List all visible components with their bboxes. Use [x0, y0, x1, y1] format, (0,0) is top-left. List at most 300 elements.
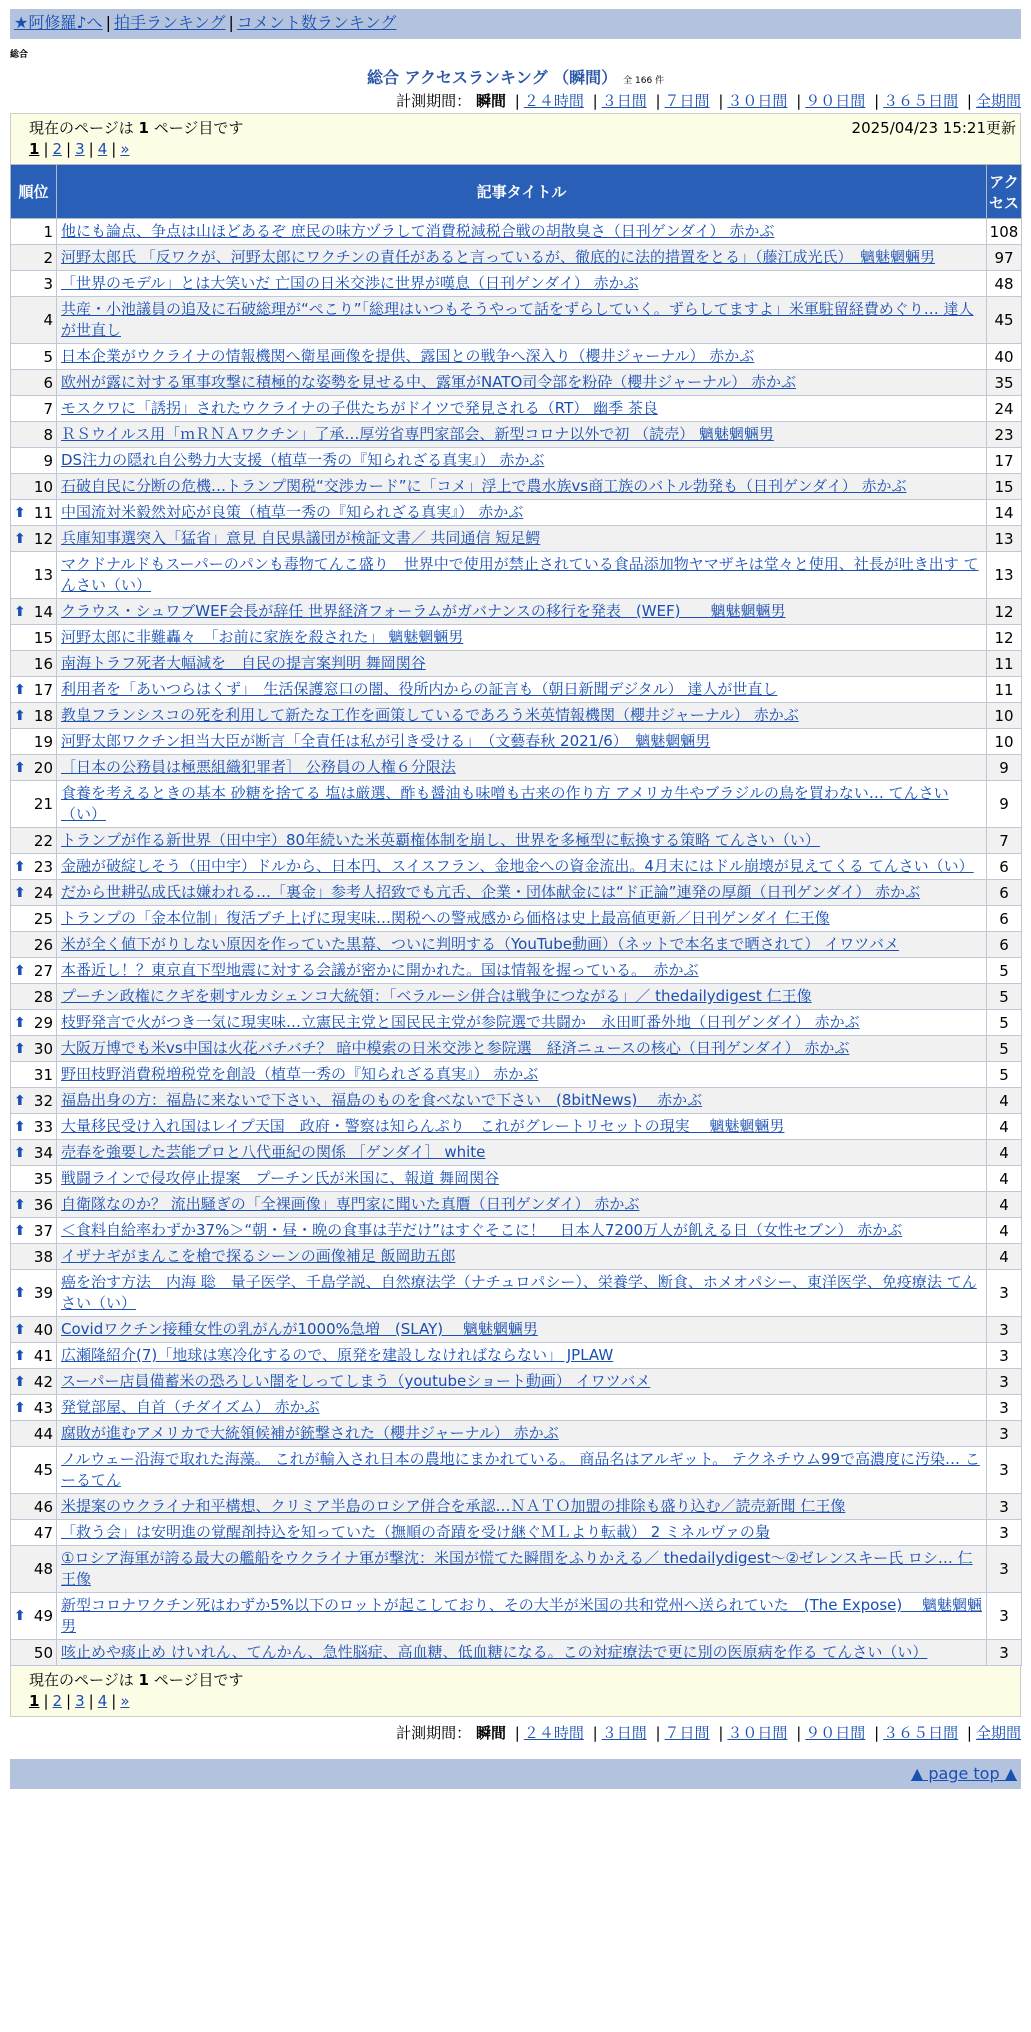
article-title-link[interactable]: 新型コロナワクチン死はわずか5%以下のロットが起こしており、その大半が米国の共和党州へ送られていた (The Expose) 魑魅魍魎男	[61, 1596, 982, 1635]
up-arrow-icon: ⬆	[14, 1399, 26, 1416]
title-cell	[57, 828, 987, 854]
access-count: 5	[987, 984, 1022, 1010]
article-title-link[interactable]: 欧州が露に対する軍事攻撃に積極的な姿勢を見せる中、露軍がNATO司令部を粉砕（櫻井ジャーナル） 赤かぶ	[61, 373, 797, 391]
rank-cell	[11, 1317, 57, 1343]
pager-current: 1	[29, 1692, 40, 1710]
article-title-link[interactable]: 石破自民に分断の危機…トランプ関税“交渉カード”に「コメ」浮上で農水族vs商工族のバトル勃発も（日刊ゲンダイ） 赤かぶ	[61, 477, 907, 495]
article-title-link[interactable]: 日本企業がウクライナの情報機関へ衛星画像を提供、露国との戦争へ深入り（櫻井ジャーナル） 赤かぶ	[61, 347, 755, 365]
rank-number: 14	[33, 602, 53, 621]
rank-cell	[11, 1640, 57, 1666]
title-cell	[57, 703, 987, 729]
period-365d[interactable]: ３６５日間	[883, 92, 959, 110]
title-cell	[57, 1036, 987, 1062]
title-cell	[57, 297, 987, 344]
rank-cell	[11, 474, 57, 500]
up-arrow-icon: ⬆	[14, 962, 26, 979]
article-title-link[interactable]: 米提案のウクライナ和平構想、クリミア半島のロシア併合を承認…ＮＡＴＯ加盟の排除も盛り込む／読売新聞 仁王像	[61, 1497, 846, 1515]
title-cell	[57, 729, 987, 755]
rank-cell	[11, 625, 57, 651]
comment-ranking-link[interactable]: コメント数ランキング	[236, 13, 397, 32]
access-count: 35	[987, 370, 1022, 396]
article-title-link[interactable]: 本番近し！？東京直下型地震に対する会議が密かに開かれた。国は情報を握っている。 赤かぶ	[61, 961, 699, 979]
table-row	[11, 474, 1022, 500]
access-count: 7	[987, 828, 1022, 854]
access-count: 3	[987, 1395, 1022, 1421]
title-cell	[57, 1546, 987, 1593]
title-cell	[57, 651, 987, 677]
title-cell	[57, 1593, 987, 1640]
article-title-link[interactable]: DS注力の隠れ自公勢力大支援（植草一秀の『知られざる真実』） 赤かぶ	[61, 451, 545, 469]
rank-cell	[11, 219, 57, 245]
article-title-link[interactable]: 金融が破綻しそう（田中宇）ドルから、日本円、スイスフラン、金地金への資金流出。4月末にはドル崩壊が見えてくる てんさい（い）	[61, 857, 974, 875]
current-page-text-bottom: 現在のページは 1 ページ目です	[29, 1671, 244, 1689]
article-title-link[interactable]: ＜食料自給率わずか37%＞“朝・昼・晩の食事は芋だけ”はすぐそこに！ 日本人7200万人が飢える日（女性セブン） 赤かぶ	[61, 1221, 903, 1239]
access-count: 5	[987, 1062, 1022, 1088]
rank-cell	[11, 854, 57, 880]
article-title-link[interactable]: 食養を考えるときの基本 砂糖を捨てる 塩は厳選、酢も醤油も味噌も古来の作り方 アメリカ牛やブラジルの鳥を買わない… てんさい（い）	[61, 784, 949, 823]
rank-cell	[11, 677, 57, 703]
period-24h[interactable]: ２４時間	[523, 1724, 584, 1742]
rank-cell	[11, 370, 57, 396]
section-label: 総合	[10, 50, 29, 60]
article-title-link[interactable]: 福島出身の方：福島に来ないで下さい、福島のものを食べないで下さい (8bitNews) 赤かぶ	[61, 1091, 703, 1109]
period-7d[interactable]: ７日間	[664, 92, 710, 110]
page-title: 総合 アクセスランキング （瞬間）	[366, 68, 618, 87]
period-24h[interactable]: ２４時間	[523, 92, 584, 110]
title-cell	[57, 1244, 987, 1270]
pager-page-2[interactable]: 2	[52, 1692, 63, 1710]
rank-number: 15	[33, 628, 53, 647]
rank-number: 23	[33, 857, 53, 876]
table-row	[11, 1395, 1022, 1421]
access-count: 3	[987, 1520, 1022, 1546]
rank-number: 9	[43, 451, 53, 470]
rank-number: 16	[33, 654, 53, 673]
table-row	[11, 625, 1022, 651]
table-row	[11, 677, 1022, 703]
pager-top: 1 | 2 | 3 | 4 | »	[29, 140, 130, 158]
period-label: 計測期間：	[396, 92, 472, 110]
access-count: 10	[987, 703, 1022, 729]
table-row	[11, 599, 1022, 625]
period-3d[interactable]: ３日間	[601, 1724, 647, 1742]
rank-cell	[11, 396, 57, 422]
table-row	[11, 1088, 1022, 1114]
page	[10, 0, 1021, 1789]
rank-number: 2	[43, 248, 53, 267]
access-count: 4	[987, 1244, 1022, 1270]
rank-cell	[11, 1036, 57, 1062]
access-count: 3	[987, 1640, 1022, 1666]
rank-number: 29	[33, 1013, 53, 1032]
article-title-link[interactable]: 大量移民受け入れ国はレイプ天国 政府・警察は知らんぷり これがグレートリセットの現実 魑魅魍魎男	[61, 1117, 785, 1135]
rank-cell	[11, 1494, 57, 1520]
pager-bottom: 1 | 2 | 3 | 4 | »	[29, 1692, 130, 1710]
period-current: 瞬間	[475, 1724, 506, 1742]
rank-number: 33	[33, 1117, 53, 1136]
access-count: 24	[987, 396, 1022, 422]
rank-number: 39	[33, 1284, 53, 1302]
article-title-link[interactable]: ［日本の公務員は極悪組織犯罪者］ 公務員の人権６分限法	[61, 758, 456, 776]
rank-number: 48	[33, 1560, 53, 1578]
rank-cell	[11, 1062, 57, 1088]
pager-page-4[interactable]: 4	[97, 1692, 108, 1710]
article-title-link[interactable]: ①ロシア海軍が誇る最大の艦船をウクライナ軍が撃沈：米国が慌てた瞬間をふりかえる／ thedailydigest～②ゼレンスキー氏 ロシ… 仁王像	[61, 1549, 973, 1588]
article-title-link[interactable]: 兵庫知事選突入「猛省」意見 自民県議団が検証文書／ 共同通信 短足鰐	[61, 529, 541, 547]
access-count: 3	[987, 1343, 1022, 1369]
rank-number: 44	[33, 1424, 53, 1443]
access-count: 13	[987, 526, 1022, 552]
up-arrow-icon: ⬆	[14, 1092, 26, 1109]
access-count: 4	[987, 1088, 1022, 1114]
access-count: 3	[987, 1421, 1022, 1447]
article-title-link[interactable]: Covidワクチン接種女性の乳がんが1000%急増 (SLAY) 魑魅魍魎男	[61, 1320, 538, 1338]
article-title-link[interactable]: イザナギがまんこを槍で探るシーンの画像補足 飯岡助五郎	[61, 1247, 456, 1265]
updated-timestamp: 2025/04/23 15:21更新	[851, 119, 1016, 137]
article-title-link[interactable]: トランプの「金本位制」復活ブチ上げに現実味…関税への警戒感から価格は史上最高値更新／日刊ゲンダイ 仁王像	[61, 909, 830, 927]
rank-number: 35	[33, 1169, 53, 1188]
page-top-link[interactable]: ▲ page top ▲	[910, 1764, 1017, 1783]
table-row	[11, 958, 1022, 984]
total-count: 全 166 件	[623, 76, 665, 86]
table-row	[11, 854, 1022, 880]
period-all[interactable]: 全期間	[975, 1724, 1021, 1742]
rank-number: 27	[33, 961, 53, 980]
article-title-link[interactable]: トランプが作る新世界（田中宇）80年続いた米英覇権体制を崩し、世界を多極型に転換する策略 てんさい（い）	[61, 831, 820, 849]
rank-cell	[11, 500, 57, 526]
rank-cell	[11, 297, 57, 344]
rank-number: 32	[33, 1091, 53, 1110]
title-cell	[57, 1140, 987, 1166]
title-cell	[57, 500, 987, 526]
table-row	[11, 1218, 1022, 1244]
article-title-link[interactable]: 中国流対米毅然対応が良策（植草一秀の『知られざる真実』） 赤かぶ	[61, 503, 524, 521]
article-title-link[interactable]: 戦闘ラインで侵攻停止提案 プーチン氏が米国に、報道 舞岡関谷	[61, 1169, 500, 1187]
table-row	[11, 245, 1022, 271]
title-cell	[57, 396, 987, 422]
access-count: 13	[987, 552, 1022, 599]
article-title-link[interactable]: 癌を治す方法 内海 聡 量子医学、千島学説、自然療法学（ナチュロパシー）、栄養学、断食、ホメオパシー、東洋医学、免疫療法 てんさい（い）	[61, 1273, 977, 1312]
top-nav-bar: ★阿修羅♪へ | 拍手ランキング | コメント数ランキング	[10, 9, 1021, 39]
access-count: 3	[987, 1593, 1022, 1640]
title-cell	[57, 781, 987, 828]
title-cell	[57, 1218, 987, 1244]
article-title-link[interactable]: 咳止めや痰止め けいれん、てんかん、急性脳症、高血糖、低血糖になる。この対症療法で更に別の医原病を作る てんさい（い）	[61, 1643, 928, 1661]
table-row	[11, 552, 1022, 599]
pager-page-4[interactable]: 4	[97, 140, 108, 158]
access-count: 4	[987, 1192, 1022, 1218]
col-title-header: 記事タイトル	[57, 165, 987, 219]
table-row	[11, 1640, 1022, 1666]
table-row	[11, 781, 1022, 828]
rank-cell	[11, 1546, 57, 1593]
article-title-link[interactable]: ノルウェー沿海で取れた海藻。 これが輸入され日本の農地にまかれている。 商品名はアルギット。 テクネチウム99で高濃度に汚染… こーるてん	[61, 1450, 980, 1489]
rank-cell	[11, 599, 57, 625]
rank-number: 26	[33, 935, 53, 954]
table-row	[11, 729, 1022, 755]
title-cell	[57, 1062, 987, 1088]
article-title-link[interactable]: 利用者を「あいつらはくず」 生活保護窓口の闇、役所内からの証言も（朝日新聞デジタル） 達人が世直し	[61, 680, 778, 698]
table-row	[11, 1062, 1022, 1088]
access-count: 6	[987, 880, 1022, 906]
table-row	[11, 1140, 1022, 1166]
access-count: 4	[987, 1140, 1022, 1166]
rank-number: 37	[33, 1221, 53, 1240]
pager-page-2[interactable]: 2	[52, 140, 63, 158]
title-cell	[57, 526, 987, 552]
home-link[interactable]: ★阿修羅♪へ	[14, 13, 103, 32]
table-row	[11, 1036, 1022, 1062]
pager-page-3[interactable]: 3	[75, 140, 85, 158]
rank-number: 24	[33, 883, 53, 902]
rank-number: 38	[33, 1247, 53, 1266]
article-title-link[interactable]: 枝野発言で火がつき一気に現実味…立憲民主党と国民民主党が参院選で共闘か 永田町番外地（日刊ゲンダイ） 赤かぶ	[61, 1013, 860, 1031]
access-count: 10	[987, 729, 1022, 755]
period-30d[interactable]: ３０日間	[727, 1724, 788, 1742]
article-title-link[interactable]: だから世耕弘成氏は嫌われる…「裏金」参考人招致でも亢舌、企業・団体献金には“ド正論”連発の厚顔（日刊ゲンダイ） 赤かぶ	[61, 883, 921, 901]
title-cell	[57, 1114, 987, 1140]
article-title-link[interactable]: プーチン政権にクギを刺すルカシェンコ大統領：「ベラルーシ併合は戦争につながる」／ thedailydigest 仁王像	[61, 987, 812, 1005]
access-count: 17	[987, 448, 1022, 474]
rank-cell	[11, 703, 57, 729]
up-arrow-icon: ⬆	[14, 1118, 26, 1135]
table-row	[11, 755, 1022, 781]
up-arrow-icon: ⬆	[14, 530, 26, 547]
table-row	[11, 219, 1022, 245]
rank-number: 49	[33, 1607, 53, 1625]
rank-cell	[11, 651, 57, 677]
rank-number: 20	[33, 758, 53, 777]
up-arrow-icon: ⬆	[14, 1144, 26, 1161]
period-90d[interactable]: ９０日間	[805, 1724, 866, 1742]
table-row	[11, 422, 1022, 448]
period-all[interactable]: 全期間	[975, 92, 1021, 110]
table-row	[11, 1010, 1022, 1036]
access-count: 48	[987, 271, 1022, 297]
up-arrow-icon: ⬆	[14, 681, 26, 698]
rank-cell	[11, 526, 57, 552]
access-count: 6	[987, 906, 1022, 932]
article-title-link[interactable]: 南海トラフ死者大幅減を 自民の提言案判明 舞岡関谷	[61, 654, 426, 672]
table-row	[11, 370, 1022, 396]
table-row	[11, 1114, 1022, 1140]
table-row	[11, 1317, 1022, 1343]
article-title-link[interactable]: 米が全く値下がりしない原因を作っていた黒幕、ついに判明する（YouTube動画）（ネットで本名まで晒されて） イワツバメ	[61, 935, 899, 953]
rank-cell	[11, 958, 57, 984]
title-cell	[57, 1317, 987, 1343]
table-row	[11, 880, 1022, 906]
title-cell	[57, 625, 987, 651]
title-cell	[57, 1192, 987, 1218]
rank-number: 31	[33, 1065, 53, 1084]
title-cell	[57, 984, 987, 1010]
title-cell	[57, 880, 987, 906]
access-count: 3	[987, 1270, 1022, 1317]
rank-number: 8	[43, 425, 53, 444]
access-count: 9	[987, 755, 1022, 781]
rank-cell	[11, 1343, 57, 1369]
rank-cell	[11, 1421, 57, 1447]
rank-cell	[11, 344, 57, 370]
up-arrow-icon: ⬆	[14, 603, 26, 620]
title-cell	[57, 1369, 987, 1395]
period-90d[interactable]: ９０日間	[805, 92, 866, 110]
article-title-link[interactable]: 「世界のモデル」とは大笑いだ 亡国の日米交渉に世界が嘆息（日刊ゲンダイ） 赤かぶ	[61, 274, 639, 292]
pager-next[interactable]: »	[120, 140, 130, 158]
rank-cell	[11, 422, 57, 448]
rank-cell	[11, 1218, 57, 1244]
rank-cell	[11, 448, 57, 474]
article-title-link[interactable]: 教皇フランシスコの死を利用して新たな工作を画策しているであろう米英情報機関（櫻井ジャーナル） 赤かぶ	[61, 706, 799, 724]
title-cell	[57, 677, 987, 703]
article-title-link[interactable]: 河野太郎に非難轟々 「お前に家族を殺された」 魑魅魍魎男	[61, 628, 464, 646]
period-selector-bottom: 計測期間： 瞬間 | ２４時間 | ３日間 | ７日間 | ３０日間 | ９０日間 | ３６５日間 | 全期間	[396, 1724, 1021, 1742]
pager-page-3[interactable]: 3	[75, 1692, 85, 1710]
up-arrow-icon: ⬆	[14, 884, 26, 901]
rank-cell	[11, 1166, 57, 1192]
rank-number: 30	[33, 1039, 53, 1058]
title-cell	[57, 271, 987, 297]
up-arrow-icon: ⬆	[14, 707, 26, 724]
rank-cell	[11, 729, 57, 755]
access-count: 5	[987, 958, 1022, 984]
rank-number: 45	[33, 1461, 53, 1479]
title-cell	[57, 219, 987, 245]
article-title-link[interactable]: マクドナルドもスーパーのパンも毒物てんこ盛り 世界中で使用が禁止されている食品添加物ヤマザキは堂々と使用、社長が吐き出す てんさい（い）	[61, 555, 979, 594]
table-row	[11, 906, 1022, 932]
rank-cell	[11, 755, 57, 781]
up-arrow-icon: ⬆	[14, 759, 26, 776]
table-row	[11, 828, 1022, 854]
article-title-link[interactable]: 売春を強要した芸能プロと八代亜紀の関係 ［ゲンダイ］ white	[61, 1143, 486, 1161]
table-row	[11, 703, 1022, 729]
title-cell	[57, 1421, 987, 1447]
rank-number: 36	[33, 1195, 53, 1214]
table-row	[11, 396, 1022, 422]
table-row	[11, 984, 1022, 1010]
table-row	[11, 1369, 1022, 1395]
col-access-header: アクセス	[987, 165, 1022, 219]
applause-ranking-link[interactable]: 拍手ランキング	[113, 13, 226, 32]
up-arrow-icon: ⬆	[14, 1347, 26, 1364]
article-title-link[interactable]: 腐敗が進むアメリカで大統領候補が銃撃された（櫻井ジャーナル） 赤かぶ	[61, 1424, 559, 1442]
access-count: 108	[987, 219, 1022, 245]
article-title-link[interactable]: ＲＳウイルス用「ｍＲＮＡワクチン」了承…厚労省専門家部会、新型コロナ以外で初 （読売） 魑魅魍魎男	[61, 425, 774, 443]
article-title-link[interactable]: 共産・小池議員の追及に石破総理が“ぺこり”「総理はいつもそうやって話をずらしていく。ずらしてますよ」米軍駐留経費めぐり… 達人が世直し	[61, 300, 974, 339]
rank-cell	[11, 1520, 57, 1546]
article-title-link[interactable]: クラウス・シュワブWEF会長が辞任 世界経済フォーラムがガバナンスの移行を発表 (WEF) 魑魅魍魎男	[61, 602, 786, 620]
rank-number: 50	[33, 1643, 53, 1662]
title-cell	[57, 1088, 987, 1114]
up-arrow-icon: ⬆	[14, 1285, 26, 1301]
article-title-link[interactable]: 野田枝野消費税増税党を創設（植草一秀の『知られざる真実』） 赤かぶ	[61, 1065, 539, 1083]
up-arrow-icon: ⬆	[14, 1373, 26, 1390]
rank-cell	[11, 880, 57, 906]
period-30d[interactable]: ３０日間	[727, 92, 788, 110]
title-cell	[57, 422, 987, 448]
table-row	[11, 1192, 1022, 1218]
access-count: 11	[987, 677, 1022, 703]
title-cell	[57, 755, 987, 781]
period-7d[interactable]: ７日間	[664, 1724, 710, 1742]
rank-cell	[11, 271, 57, 297]
title-cell	[57, 932, 987, 958]
period-365d[interactable]: ３６５日間	[883, 1724, 959, 1742]
period-3d[interactable]: ３日間	[601, 92, 647, 110]
access-count: 12	[987, 625, 1022, 651]
ranking-rows	[11, 219, 1022, 1666]
rank-number: 41	[33, 1346, 53, 1365]
article-title-link[interactable]: モスクワに「誘拐」されたウクライナの子供たちがドイツで発見される（RT） 幽季 茶良	[61, 399, 658, 417]
article-title-link[interactable]: 発覚部屋、自首（チダイズム） 赤かぶ	[61, 1398, 320, 1416]
table-row	[11, 1166, 1022, 1192]
article-title-link[interactable]: 河野太郎氏 「反ワクが、河野太郎にワクチンの責任があると言っているが、徹底的に法的措置をとる」（藤江成光氏） 魑魅魍魎男	[61, 248, 936, 266]
table-row	[11, 1520, 1022, 1546]
rank-cell	[11, 1088, 57, 1114]
access-count: 11	[987, 651, 1022, 677]
period-selector-top: 計測期間： 瞬間 | ２４時間 | ３日間 | ７日間 | ３０日間 | ９０日間 | ３６５日間 | 全期間	[396, 92, 1021, 110]
rank-number: 17	[33, 680, 53, 699]
article-title-link[interactable]: 「救う会」は安明進の覚醒剤持込を知っていた（撫順の奇蹟を受け継ぐＭＬより転載） 2 ミネルヴァの梟	[61, 1523, 770, 1541]
title-cell	[57, 1270, 987, 1317]
rank-cell	[11, 245, 57, 271]
rank-cell	[11, 1593, 57, 1640]
rank-number: 34	[33, 1143, 53, 1162]
article-title-link[interactable]: 河野太郎ワクチン担当大臣が断言「全責任は私が引き受ける」 （文藝春秋 2021/6） 魑魅魍魎男	[61, 732, 711, 750]
table-row	[11, 1447, 1022, 1494]
rank-cell	[11, 906, 57, 932]
title-cell	[57, 370, 987, 396]
access-count: 40	[987, 344, 1022, 370]
page-info-bottom	[10, 1666, 1021, 1717]
up-arrow-icon: ⬆	[14, 1321, 26, 1338]
page-title-row	[10, 67, 1021, 89]
access-count: 4	[987, 1114, 1022, 1140]
rank-number: 7	[43, 399, 53, 418]
title-cell	[57, 1010, 987, 1036]
article-title-link[interactable]: 広瀬隆紹介(7)「地球は寒冷化するので、原発を建設しなければならない」 JPLAW	[61, 1346, 614, 1364]
article-title-link[interactable]: 自衛隊なのか？ 流出騒ぎの「全裸画像」専門家に聞いた真贋（日刊ゲンダイ） 赤かぶ	[61, 1195, 640, 1213]
access-count: 4	[987, 1218, 1022, 1244]
access-count: 3	[987, 1447, 1022, 1494]
page-info-top	[10, 113, 1021, 164]
table-row	[11, 271, 1022, 297]
col-rank-header: 順位	[11, 165, 57, 219]
table-row	[11, 1494, 1022, 1520]
rank-number: 40	[33, 1320, 53, 1339]
rank-number: 11	[33, 503, 53, 522]
title-cell	[57, 854, 987, 880]
table-row	[11, 1546, 1022, 1593]
bottom-bar	[10, 1759, 1021, 1789]
access-count: 3	[987, 1317, 1022, 1343]
table-row	[11, 932, 1022, 958]
table-row	[11, 526, 1022, 552]
table-row	[11, 448, 1022, 474]
article-title-link[interactable]: スーパー店員備蓄米の恐ろしい闇をしってしまう（youtubeショート動画） イワツバメ	[61, 1372, 651, 1390]
table-row	[11, 1421, 1022, 1447]
title-cell	[57, 448, 987, 474]
table-row	[11, 344, 1022, 370]
rank-number: 43	[33, 1398, 53, 1417]
article-title-link[interactable]: 大阪万博でも米vs中国は火花バチバチ？ 暗中模索の日米交渉と参院選 経済ニュースの核心（日刊ゲンダイ） 赤かぶ	[61, 1039, 850, 1057]
period-label: 計測期間：	[396, 1724, 472, 1742]
rank-number: 5	[43, 347, 53, 366]
pager-next[interactable]: »	[120, 1692, 130, 1710]
article-title-link[interactable]: 他にも論点、争点は山ほどあるぞ 庶民の味方ヅラして消費税減税合戦の胡散臭さ（日刊ゲンダイ） 赤かぶ	[61, 222, 775, 240]
rank-number: 12	[33, 529, 53, 548]
access-count: 6	[987, 932, 1022, 958]
